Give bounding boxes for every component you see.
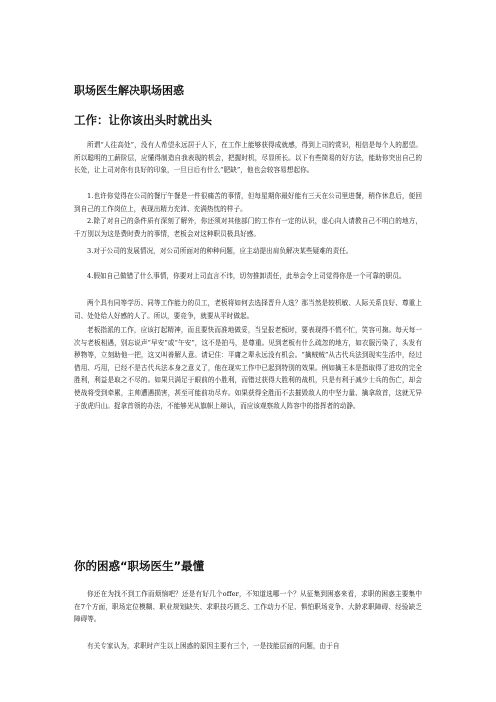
paragraph-tip-2: 2.除了对自己的条件质有深刻了解外，你还须对其他部门的工作有一定的认识，虚心向人请教自己不明白的地方，千万别以为这是费时费力的事情，老板会对这种职员极具好感。 [74,217,422,238]
paragraph-tip-3: 3.对于公司的发展情况，对公司所面对的种种问题，应主动提出肩负解决某些疑难的责任。 [87,247,353,255]
paragraph-job-confusion: 你还在为找不到工作而烦恼吧？还是有好几个offer，不知道选哪一个？从征集到困惑来看，求职的困惑主要集中在7个方面，职场定位模糊、职业规划缺失、求职技巧匮乏、工作动力不足、惧怕职场竞争、大龄求职障碍、经验缺乏障碍等。 [74,590,422,624]
paragraph-tip-4: 4.假如自己做错了什么事情，你要对上司直言不讳，切勿推卸责任，此举会令上司觉得你是一个可靠的职员。 [87,272,406,280]
paragraph-boss-tasks: 老板指派的工作，应该打起精神，而且要快而准地做妥，当呈报老板时，要表现得不慌不忙，笑容可掬。每天每一次与老板相遇，别忘说声“早安”或“午安”，这不是拍马，是尊重。见到老板有什么疏忽的地方，如衣服污染了，头发有秽物等，立刻助他一把，这又叫善解人意。请记住：平庸之辈永远没有机会。“擒贼贼”从古代兵法到现实生活中，经过借用、巧用，已经不是古代兵法本身之意义了，他在现实工作中已起到特别的效果。例如擒王本是指取得了进攻的完全胜利，利益是取之不尽的。如果只满足于眼前的小胜利，而错过获得大胜利的战机，只是有利于减少士兵的伤亡，却会使战将受到牵累，主帅遭遇损害，甚至可能前功尽弃。如果获得全胜而不去摧毁敌人的中坚力量、擒拿敌首，这就无异于放虎归山。捉拿首领的办法，不能够光从旗帜上辩认，而应该观察敌人阵容中的指挥者的动静。 [74,326,422,410]
paragraph-tip-1: 1.也许你觉得在公司的餐厅午餐是一件很痛苦的事情，但每星期你最好能有三天在公司里进餐，稍作休息后，便回到自己的工作岗位上，表现出精力充沛、充满热忱的样子。 [74,192,422,213]
paragraph-promotion: 两个具有同等学历、同等工作能力的员工，老板将如何去选择晋升人选？那当然是较机敏、人际关系良好、尊重上司、处处给人好感的人了。所以，要竞争，就要从平时做起。 [74,299,422,320]
paragraph-expert-view: 有关专家认为，求职时产生以上困惑的原因主要有三个，一是技能层面的问题，由于自 [87,642,340,650]
section-heading-career-doctor: 你的困惑“职场医生”最懂 [74,559,205,573]
document-title: 职场医生解决职场困惑 [74,84,184,97]
section-heading-work: 工作：让你该出头时就出头 [74,113,212,127]
paragraph-intro: 所谓“人往高处”，没有人希望永远居于人下，在工作上能够获得成就感，得到上司的赏识，相信是每个人的愿望。所以聪明的工薪阶层，应懂得制造自我表现的机会，把握时机，尽显所长。以下有些简易的好方法，能助你突出自己的长处，让上司对你有良好的印象，一旦日后有什么“肥缺”，他也会较容易想起你。 [74,141,422,175]
